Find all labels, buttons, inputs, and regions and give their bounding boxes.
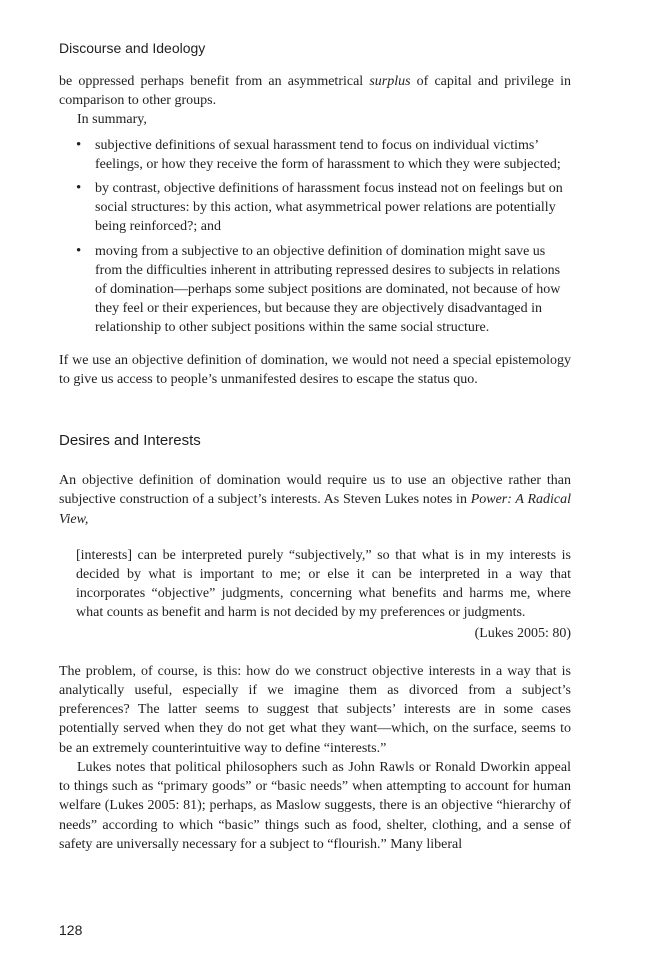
lukes-paragraph: Lukes notes that political philosophers such as John Rawls or Ronald Dworkin appeal to things such as “primary goods” or “basic needs” when attempting to account for human welfare (Lukes 2005: 81); perhaps, as Maslow suggests, there is an objective “hierarchy of needs” according to which “basic” things such as food, shelter, clothing, and a sense of safety are universally necessary for a subject to “flourish.” Many liberal	[59, 759, 571, 852]
section-text: An objective definition of domination would require us to use an objective rather than subjective construction of a subject’s interests. As Steven Lukes notes in	[59, 473, 571, 508]
list-item	[59, 136, 571, 174]
summary-lead: In summary,	[77, 112, 147, 128]
page-number: 128	[59, 922, 83, 938]
page-body	[59, 72, 571, 854]
bullet-icon: •	[76, 136, 82, 153]
section-heading: Desires and Interests	[59, 432, 201, 450]
intro-italic: surplus	[369, 74, 411, 89]
list-item-text: by contrast, objective definitions of harassment focus instead not on feelings but on social structures: by this action, what asymmetrical power relations are potentially being reinforced?; and	[95, 181, 563, 235]
list-item-text: subjective definitions of sexual harassment tend to focus on individual victims’ feelings, or how they receive the form of harassment to which they were subjected;	[95, 137, 561, 172]
running-head: Discourse and Ideology	[59, 40, 206, 56]
intro-text: be oppressed perhaps benefit from an asymmetrical	[59, 74, 370, 89]
bullet-icon: •	[76, 242, 82, 259]
block-quote: [interests] can be interpreted purely “subjectively,” so that what is in my interests is decided by what is important to me; or else it can be interpreted in a way that incorporates “objective” judgments, concerning what benefits and harms me, where what counts as benefit and harm is not decided by my preferences or judgments.	[76, 547, 571, 621]
bullet-icon: •	[76, 180, 82, 197]
list-item-text: moving from a subjective to an objective definition of domination might save us from the difficulties inherent in attributing repressed desires to subjects in relations of domination—perhaps some subject positions are dominated, not because of how they feel or their experiences, but because they are objectively disadvantaged in relationship to other subject positions within the same social structure.	[95, 243, 561, 336]
list-item	[59, 179, 571, 237]
conclusion-paragraph: If we use an objective definition of domination, we would not need a special epistemology to give us access to people’s unmanifested desires to escape the status quo.	[59, 352, 571, 387]
intro-paragraph	[59, 72, 571, 110]
intro-text-end: of capital and privilege in comparison to other groups.	[59, 74, 571, 109]
list-item	[59, 242, 571, 338]
book-title: Power: A Radical View,	[59, 492, 571, 527]
summary-list	[59, 136, 571, 338]
problem-paragraph: The problem, of course, is this: how do we construct objective interests in a way that is analytically useful, especially if we imagine them as divorced from a subject’s preferences? The latter seems to suggest that subjects’ interests are in some cases potentially served when they do not get what they want—which, on the surface, seems to be an extremely counterintuitive way to define “interests.”	[59, 663, 571, 756]
quote-citation: (Lukes 2005: 80)	[474, 625, 571, 641]
section-paragraph	[59, 471, 571, 529]
